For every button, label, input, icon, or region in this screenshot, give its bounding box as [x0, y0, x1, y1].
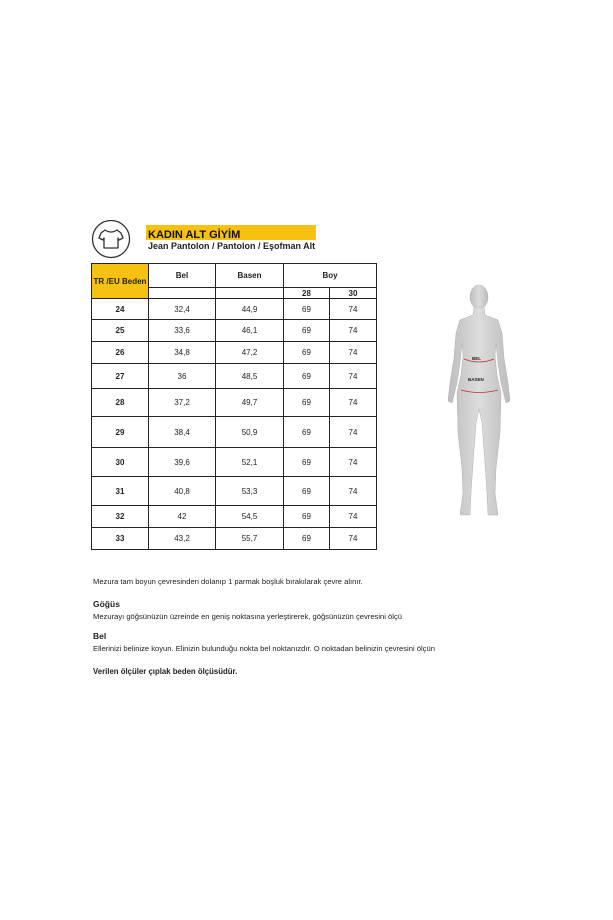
basen-cell: 52,1	[216, 448, 284, 477]
boy-30-cell: 74	[330, 364, 377, 389]
bel-cell: 33,6	[149, 320, 216, 342]
basen-cell: 54,5	[216, 506, 284, 528]
footer-note: Verilen ölçüler çıplak beden ölçüsüdür.	[93, 667, 238, 676]
table-row	[92, 506, 377, 528]
basen-cell: 49,7	[216, 389, 284, 417]
boy-28-header: 28	[284, 288, 330, 299]
boy-30-header: 30	[330, 288, 377, 299]
size-cell: 32	[92, 506, 149, 528]
bel-cell: 43,2	[149, 528, 216, 550]
size-cell: 33	[92, 528, 149, 550]
basen-column-header: Basen	[216, 264, 284, 288]
bel-cell: 39,6	[149, 448, 216, 477]
size-cell: 31	[92, 477, 149, 506]
bel-cell: 38,4	[149, 417, 216, 448]
boy-column-header: Boy	[284, 264, 377, 288]
basen-cell: 50,9	[216, 417, 284, 448]
boy-28-cell: 69	[284, 417, 330, 448]
basen-cell: 44,9	[216, 299, 284, 320]
table-row	[92, 299, 377, 320]
bel-figure-label: BEL	[472, 356, 481, 361]
boy-30-cell: 74	[330, 299, 377, 320]
boy-30-cell: 74	[330, 528, 377, 550]
body-silhouette-figure	[430, 283, 530, 523]
table-header-row	[92, 264, 377, 288]
size-cell: 24	[92, 299, 149, 320]
measuring-note: Mezura tam boyun çevresinden dolanıp 1 parmak boşluk bırakılarak çevre alınır.	[93, 577, 363, 586]
boy-28-cell: 69	[284, 320, 330, 342]
bel-cell: 40,8	[149, 477, 216, 506]
table-row	[92, 364, 377, 389]
bel-instruction: Ellerinizi belinize koyun. Elinizin bulunduğu nokta bel noktanızdır. O noktadan belinizin çevresini ölçün	[93, 644, 435, 653]
bel-cell: 36	[149, 364, 216, 389]
boy-28-cell: 69	[284, 342, 330, 364]
boy-30-cell: 74	[330, 342, 377, 364]
basen-cell: 53,3	[216, 477, 284, 506]
basen-cell: 55,7	[216, 528, 284, 550]
size-column-header: TR /EU Beden	[92, 264, 149, 299]
basen-cell: 47,2	[216, 342, 284, 364]
bel-heading: Bel	[93, 631, 107, 641]
boy-30-cell: 74	[330, 389, 377, 417]
size-cell: 29	[92, 417, 149, 448]
boy-28-cell: 69	[284, 528, 330, 550]
gogus-instruction: Mezurayı göğsünüzün üzreinde en geniş noktasına yerleştirerek, göğsünüzün çevresini ölçü	[93, 612, 402, 621]
basen-figure-label: BASEN	[468, 377, 484, 382]
table-row	[92, 448, 377, 477]
boy-30-cell: 74	[330, 320, 377, 342]
boy-30-cell: 74	[330, 448, 377, 477]
bel-cell: 34,8	[149, 342, 216, 364]
boy-28-cell: 69	[284, 364, 330, 389]
page-title: KADIN ALT GİYİM	[148, 229, 241, 241]
table-row	[92, 477, 377, 506]
size-cell: 27	[92, 364, 149, 389]
table-row	[92, 342, 377, 364]
basen-cell: 46,1	[216, 320, 284, 342]
table-row	[92, 417, 377, 448]
gogus-heading: Göğüs	[93, 599, 120, 609]
table-row	[92, 528, 377, 550]
boy-28-cell: 69	[284, 448, 330, 477]
boy-28-cell: 69	[284, 299, 330, 320]
basen-subheader-empty	[216, 288, 284, 299]
bel-column-header: Bel	[149, 264, 216, 288]
bel-subheader-empty	[149, 288, 216, 299]
size-table	[91, 263, 377, 550]
boy-28-cell: 69	[284, 389, 330, 417]
basen-cell: 48,5	[216, 364, 284, 389]
boy-28-cell: 69	[284, 506, 330, 528]
size-cell: 30	[92, 448, 149, 477]
boy-28-cell: 69	[284, 477, 330, 506]
size-cell: 28	[92, 389, 149, 417]
bel-cell: 32,4	[149, 299, 216, 320]
bel-cell: 37,2	[149, 389, 216, 417]
boy-30-cell: 74	[330, 506, 377, 528]
size-cell: 25	[92, 320, 149, 342]
size-cell: 26	[92, 342, 149, 364]
tshirt-icon	[91, 219, 131, 259]
bel-cell: 42	[149, 506, 216, 528]
page-subtitle: Jean Pantolon / Pantolon / Eşofman Alt	[148, 241, 316, 251]
boy-30-cell: 74	[330, 417, 377, 448]
table-row	[92, 320, 377, 342]
table-row	[92, 389, 377, 417]
title-banner	[146, 225, 316, 240]
boy-30-cell: 74	[330, 477, 377, 506]
